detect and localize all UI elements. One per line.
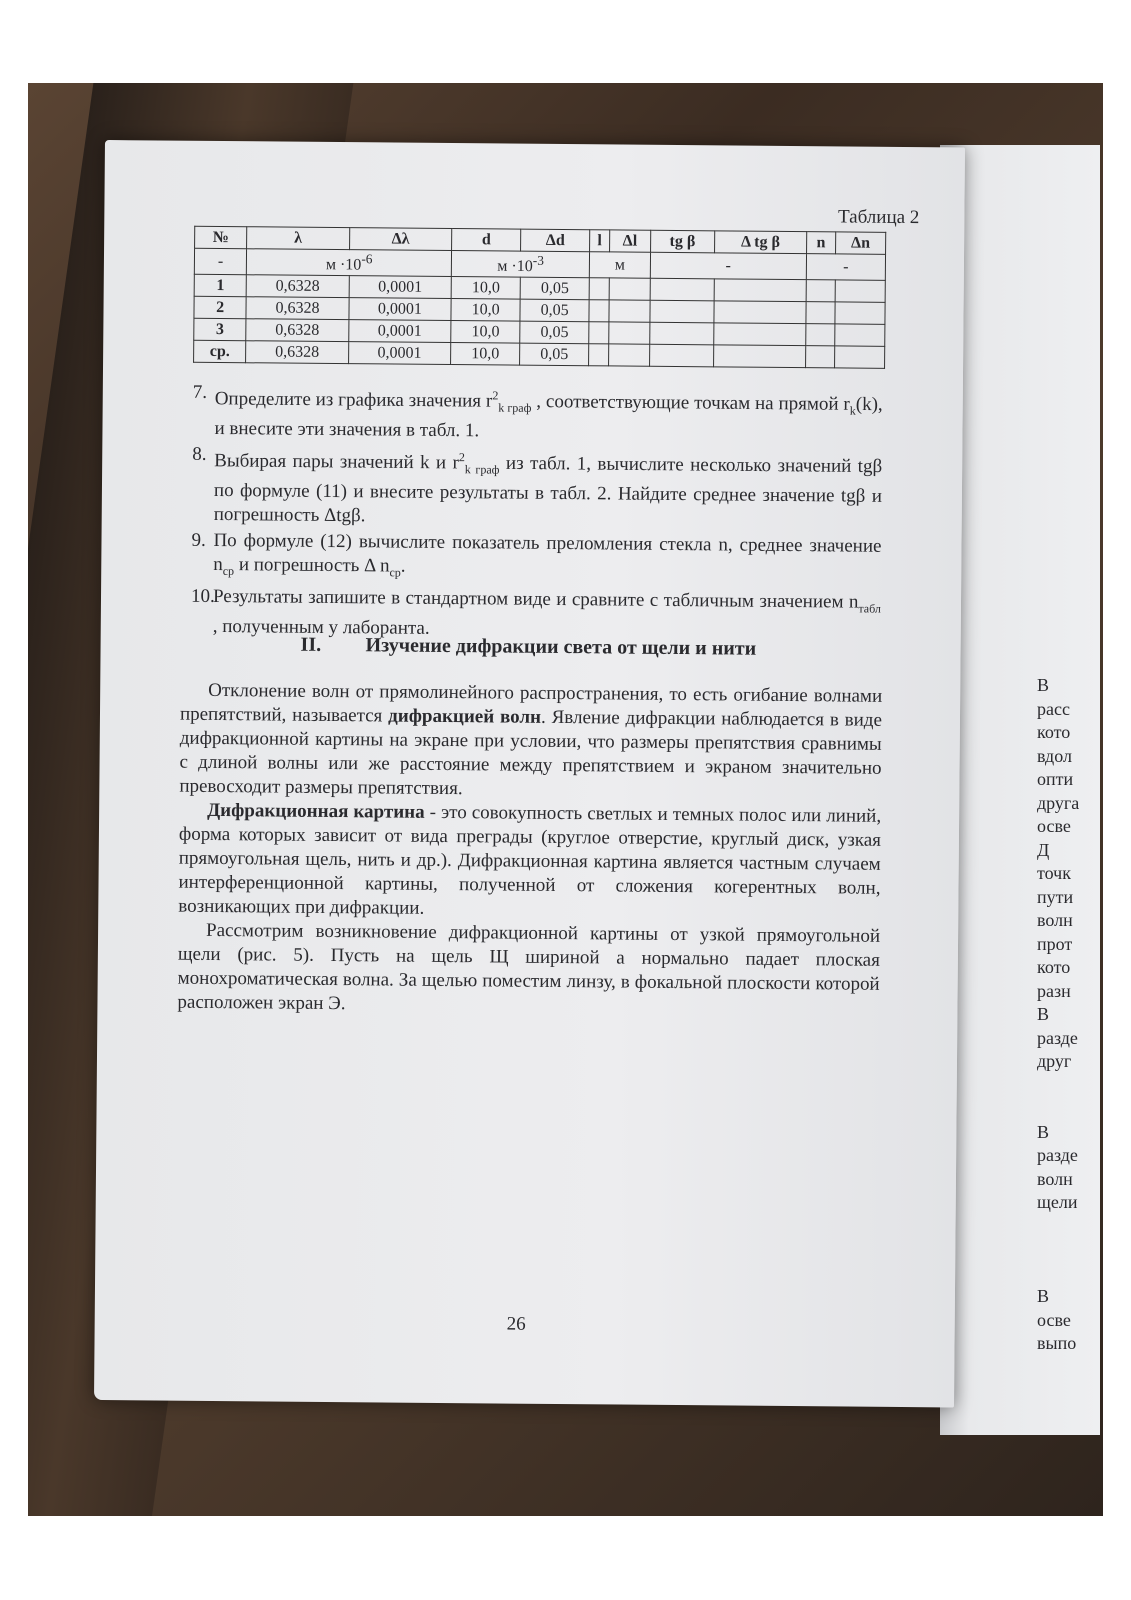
paragraph: Отклонение волн от прямолинейного распространения, то есть огибание волнами препятствий, называется дифракцией волн. Явление дифракции наблюдается в виде дифракционной картины на экране при условии, что размеры препятствия сравнимы с длиной волны или же расстояние между препятствием и экраном значительно превосходит размеры препятствия. bbox=[179, 679, 883, 800]
unit-cell: $м \cdot 10^{-6}$ bbox=[247, 249, 452, 277]
header-cell: № bbox=[195, 226, 247, 248]
header-cell: d bbox=[452, 229, 521, 252]
table-cell-empty bbox=[649, 323, 714, 346]
table-cell-empty bbox=[650, 301, 715, 324]
header-cell: tg β bbox=[650, 230, 715, 253]
right-page-line: разде bbox=[1037, 1145, 1078, 1165]
unit-cell: - bbox=[194, 248, 246, 275]
right-page-line: В bbox=[1037, 1121, 1050, 1142]
table-cell: 10,0 bbox=[451, 277, 520, 300]
table-cell: 0,0001 bbox=[349, 298, 452, 321]
right-page-line bbox=[1037, 1262, 1097, 1286]
section-number: II. bbox=[300, 633, 322, 656]
table-cell: 0,05 bbox=[520, 321, 589, 344]
table-cell-empty bbox=[806, 302, 835, 324]
right-page-line: вдол bbox=[1037, 745, 1072, 766]
table-cell: 0,6328 bbox=[246, 297, 349, 320]
table-cell: 0,6328 bbox=[246, 341, 349, 364]
right-page-line: щели bbox=[1037, 1192, 1078, 1212]
right-page-line: выпо bbox=[1037, 1333, 1077, 1353]
list-item: 10. Результаты запишите в стандартном виде и сравните с табличным значением $n_{табл}$ , полученным у лаборанта. bbox=[190, 585, 882, 639]
right-page-line: опти bbox=[1037, 769, 1074, 789]
right-page-line: В bbox=[1037, 1286, 1050, 1306]
header-cell: Δn bbox=[835, 232, 885, 254]
table-cell: 0,6328 bbox=[246, 275, 349, 298]
table-cell-empty bbox=[835, 324, 885, 346]
right-page-line bbox=[1037, 1074, 1097, 1098]
header-cell: l bbox=[590, 230, 610, 252]
table-cell: 10,0 bbox=[451, 321, 520, 344]
data-table bbox=[193, 226, 886, 369]
unit-cell: м bbox=[589, 252, 650, 279]
table-cell: 0,0001 bbox=[348, 342, 451, 365]
right-page-line: Д bbox=[1037, 839, 1050, 860]
right-page-line: разн bbox=[1037, 980, 1071, 1001]
table-cell-empty bbox=[589, 300, 609, 322]
table-cell: 0,05 bbox=[520, 277, 589, 300]
header-cell: λ bbox=[247, 227, 350, 250]
unit-cell: $м \cdot 10^{-3}$ bbox=[451, 251, 589, 279]
table-cell-empty bbox=[806, 280, 835, 302]
unit-cell: - bbox=[806, 254, 885, 281]
right-page-line: В bbox=[1037, 675, 1050, 695]
right-page-line: друга bbox=[1037, 792, 1080, 813]
paragraph: Дифракционная картина - это совокупность светлых и темных полос или линий, форма которых зависит от вида преграды (круглое отверстие, круглый диск, узкая прямоугольная щель, нить и др.). Дифракционная картина является частным случаем интерференционной картины, полученной от сложения когерентных волн, возникающих при дифракции. bbox=[178, 799, 882, 919]
page-number: 26 bbox=[506, 1313, 526, 1335]
right-page-line: кото bbox=[1037, 722, 1071, 742]
right-page-line: В bbox=[1037, 1004, 1050, 1024]
table-cell-empty bbox=[835, 302, 885, 324]
right-page-line: пути bbox=[1037, 886, 1074, 907]
table-cell: ср. bbox=[194, 341, 246, 363]
right-page-line: точк bbox=[1037, 863, 1071, 883]
list-item: 9. По формуле (12) вычислите показатель преломления стекла n, среднее значение $n_{ср}$ и погрешность Δ $n_{ср}$. bbox=[191, 530, 882, 580]
table-cell-empty bbox=[835, 280, 885, 302]
table-cell-empty bbox=[714, 323, 806, 346]
right-page-line: прот bbox=[1037, 933, 1073, 954]
table-cell: 2 bbox=[194, 297, 246, 319]
section-title: Изучение дифракции света от щели и нити bbox=[365, 634, 757, 660]
right-page-line: волн bbox=[1037, 1168, 1073, 1189]
paragraph: Рассмотрим возникновение дифракционной картины от узкой прямоугольной щели (рис. 5). Пусть на щель Щ шириной a нормально падает плоская монохроматическая волна. За щелью поместим линзу, в фокальной плоскости которой расположен экран Э. bbox=[177, 919, 881, 1015]
right-page-line bbox=[1037, 1097, 1097, 1121]
right-page-line: кото bbox=[1037, 957, 1071, 977]
right-page-line: друг bbox=[1037, 1051, 1072, 1071]
table-cell-empty bbox=[805, 346, 834, 368]
table-cell-empty bbox=[714, 345, 806, 368]
table-row bbox=[194, 341, 885, 369]
table-cell-empty bbox=[834, 346, 884, 368]
instruction-list bbox=[191, 381, 883, 647]
table-cell: 10,0 bbox=[451, 343, 520, 366]
right-page-line: волн bbox=[1037, 910, 1073, 930]
book-page bbox=[94, 140, 965, 1407]
unit-cell: - bbox=[650, 252, 806, 280]
table-cell: 0,0001 bbox=[349, 276, 452, 299]
table-cell-empty bbox=[714, 279, 806, 302]
header-cell: Δd bbox=[521, 229, 590, 252]
table-cell: 0,05 bbox=[520, 343, 589, 366]
right-page-line: осве bbox=[1037, 816, 1071, 836]
header-cell: Δl bbox=[609, 230, 650, 252]
list-item: 7. Определите из графика значения $r^2_{k граф}$ , соответствующие точкам на прямой $r_k(k)$, и внесите эти значения в табл. 1. bbox=[192, 381, 883, 442]
table-cell: 1 bbox=[194, 275, 246, 297]
header-cell: Δ tg β bbox=[715, 231, 807, 254]
right-page-line bbox=[1037, 1215, 1097, 1239]
table-cell: 0,05 bbox=[520, 299, 589, 322]
table-cell-empty bbox=[649, 345, 714, 368]
right-page-line: разде bbox=[1037, 1027, 1078, 1048]
table-cell-empty bbox=[609, 322, 650, 344]
table-cell-empty bbox=[609, 278, 650, 300]
header-cell: n bbox=[806, 232, 835, 254]
table-cell: 0,0001 bbox=[348, 320, 451, 343]
right-page-line: осве bbox=[1037, 1309, 1071, 1330]
table-cell-empty bbox=[589, 322, 609, 344]
table-caption: Таблица 2 bbox=[837, 206, 920, 229]
right-page-text bbox=[1037, 674, 1097, 1356]
header-cell: Δλ bbox=[349, 228, 452, 251]
list-item: 8. Выбирая пары значений k и $r^2_{k граф}$ из табл. 1, вычислите несколько значений tgβ по формуле (11) и внесите результаты в табл. 2. Найдите среднее значение tgβ и погрешность Δtgβ. bbox=[192, 443, 883, 527]
table-cell-empty bbox=[806, 324, 835, 346]
section-heading bbox=[300, 634, 756, 661]
table-cell: 0,6328 bbox=[246, 319, 349, 342]
table-cell-empty bbox=[589, 344, 609, 366]
table-cell-empty bbox=[608, 344, 649, 366]
table-cell-empty bbox=[589, 278, 609, 300]
table-cell-empty bbox=[650, 279, 715, 302]
right-page-line: расс bbox=[1037, 698, 1070, 719]
body-text bbox=[177, 679, 882, 1021]
table-cell-empty bbox=[714, 301, 806, 324]
table-cell: 3 bbox=[194, 319, 246, 341]
right-page-line bbox=[1037, 1238, 1097, 1262]
table-cell: 10,0 bbox=[451, 299, 520, 322]
table-cell-empty bbox=[609, 300, 650, 322]
